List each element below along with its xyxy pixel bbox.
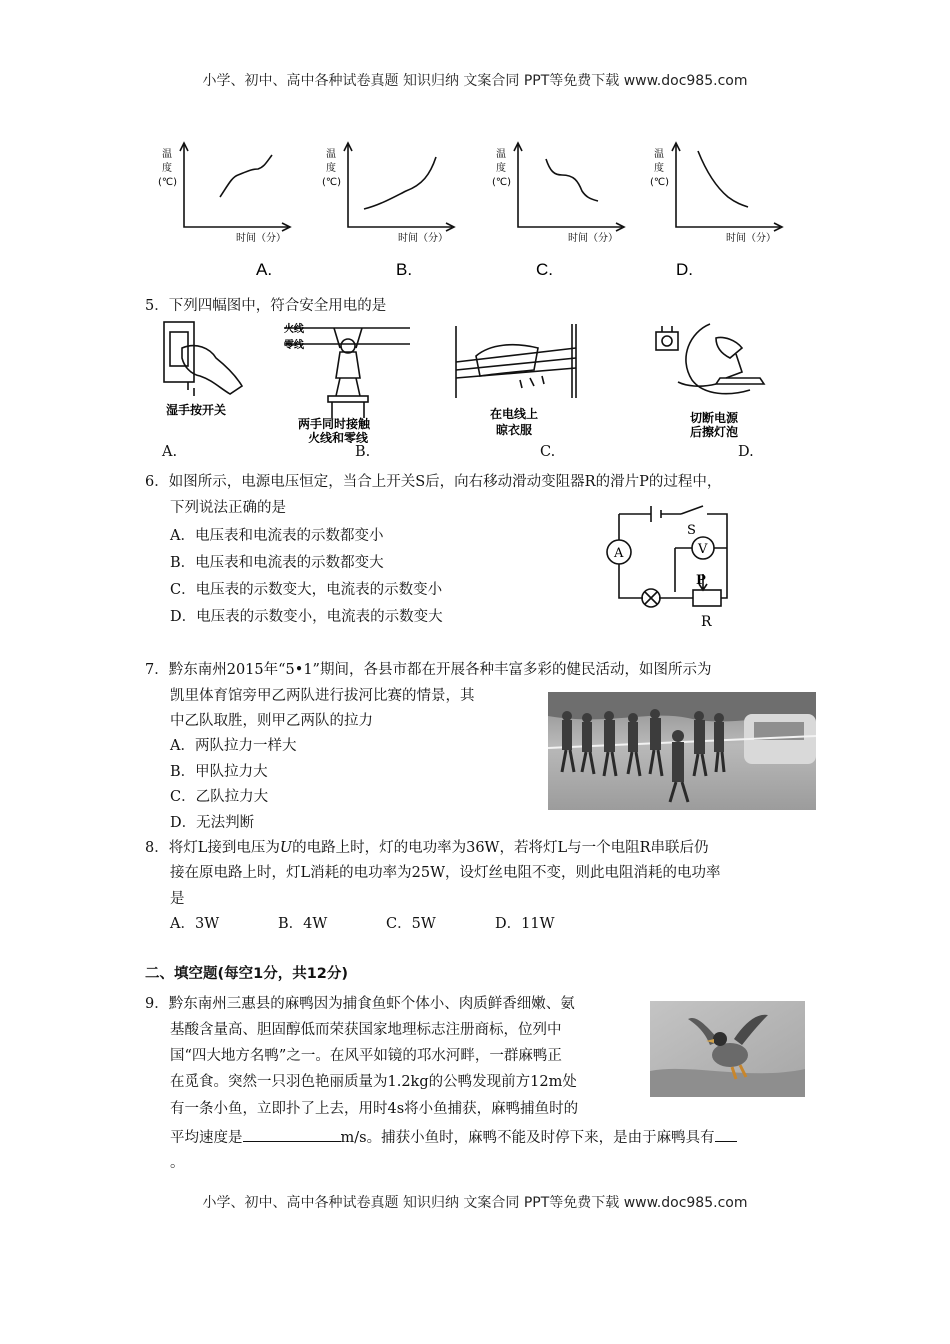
person-body [336, 352, 360, 378]
q5-option-c: C. [540, 444, 556, 460]
q9-line5: 有一条小鱼，立即扑了上去，用时4s将小鱼捕获，麻鸭捕鱼时的 [170, 1101, 579, 1117]
rheostat-symbol [693, 590, 721, 606]
graph-a-curve [220, 155, 272, 197]
q9-line2: 基酸含量高、胆固醇低而荣获国家地理标志注册商标，位列中 [170, 1022, 562, 1038]
q9-line6-part-a: 平均速度是 [170, 1130, 243, 1146]
q6-choice-a: A．电压表和电流表的示数都变小 [170, 528, 384, 544]
q9-line6 [170, 1126, 737, 1148]
q9-line4: 在觅食。突然一只羽色艳丽质量为1.2kg的公鸭发现前方12m处 [170, 1074, 577, 1090]
q5-option-a: A. [162, 444, 178, 460]
duck-body [712, 1043, 748, 1067]
q6-stem-line1: 6．如图所示，电源电压恒定，当合上开关S后，向右移动滑动变阻器R的滑片P的过程中， [145, 474, 722, 490]
graph-b-xlabel: 时间（分） [398, 233, 448, 244]
q8-stem-line3: 是 [170, 891, 185, 907]
ammeter-label: A [614, 546, 624, 561]
tug-of-war-photo [548, 692, 816, 810]
q8-stem-part-a: 8．将灯L接到电压为 [145, 840, 280, 856]
q6-choice-c: C．电压表的示数变大，电流表的示数变小 [170, 582, 443, 598]
lamp-shade [716, 337, 742, 358]
graph-d-ylabel-2: 度 [654, 163, 664, 174]
graph-a-axes [180, 143, 290, 231]
q5-caption-d-line2: 后擦灯泡 [690, 425, 739, 438]
q7-choice-c: C．乙队拉力大 [170, 789, 269, 805]
duck-head [713, 1032, 727, 1046]
q7-choice-b: B．甲队拉力大 [170, 764, 268, 780]
q9-line6-part-b: m/s。捕获小鱼时，麻鸭不能及时停下来，是由于麻鸭具有 [340, 1130, 715, 1146]
q6-stem-line2: 下列说法正确的是 [170, 500, 286, 516]
q5-option-d: D. [738, 444, 754, 460]
q5-caption-c-line1: 在电线上 [490, 407, 539, 421]
q5-caption-b-line1: 两手同时接触 [298, 417, 371, 431]
q8-choice-d: D．11W [495, 916, 555, 932]
q9-blank-inertia[interactable] [715, 1126, 737, 1142]
page-header: 小学、初中、高中各种试卷真题 知识归纳 文案合同 PPT等免费下载 www.doc985.com [202, 73, 748, 89]
graph-option-c: C. [536, 260, 553, 279]
q5-caption-b-line2: 火线和零线 [308, 431, 369, 443]
graph-b-curve [364, 157, 436, 209]
resistor-label: R [701, 614, 712, 630]
section-2-title: 二、填空题(每空1分，共12分) [145, 966, 349, 982]
graph-d-curve [698, 151, 748, 207]
graph-c-curve [546, 159, 598, 201]
q7-stem-line2: 凯里体育馆旁甲乙两队进行拔河比赛的情景，其 [170, 688, 475, 704]
q9-blank-speed[interactable] [243, 1126, 341, 1142]
q7-stem-line1: 7．黔东南州2015年“5•1”期间，各县市都在开展各种丰富多彩的健民活动，如图所示为 [145, 662, 712, 678]
q8-stem-part-b: 的电路上时，灯的电功率为36W，若将灯L与一个电阻R串联后仍 [292, 840, 709, 856]
clothes-shape [476, 345, 538, 376]
hand-shape [182, 346, 242, 394]
q9-line7: 。 [170, 1155, 185, 1171]
q5-figure-c [450, 318, 590, 438]
graph-b-ylabel-1: 温 [326, 149, 336, 160]
graph-d-ylabel-1: 温 [654, 149, 664, 160]
graph-c-ylabel-1: 温 [496, 149, 506, 160]
neutral-wire-label: 零线 [284, 340, 304, 351]
graph-b-axes [344, 143, 454, 231]
graph-a-ylabel-1: 温 [162, 149, 172, 160]
graph-option-d: D. [676, 260, 693, 279]
graph-b-ylabel-2: 度 [326, 163, 336, 174]
duck-photo [650, 1001, 805, 1097]
q5-figure-a [160, 318, 260, 423]
graph-option-a: A. [256, 260, 273, 279]
q5-caption-a-line1: 湿手按开关 [166, 403, 227, 417]
q8-voltage-symbol: U [279, 840, 293, 856]
graph-option-b: B. [396, 260, 413, 279]
q7-choice-d: D．无法判断 [170, 815, 255, 831]
graph-a-ylabel-2: 度 [162, 163, 172, 174]
graph-c-xlabel: 时间（分） [568, 233, 618, 244]
graph-d-xlabel: 时间（分） [726, 233, 776, 244]
battery-symbol [651, 506, 661, 522]
graph-a-xlabel: 时间（分） [236, 233, 286, 244]
q9-line3: 国“四大地方名鸭”之一。在风平如镜的邛水河畔，一群麻鸭正 [170, 1048, 562, 1064]
page-footer: 小学、初中、高中各种试卷真题 知识归纳 文案合同 PPT等免费下载 www.doc985.com [202, 1195, 748, 1211]
q8-choice-b: B．4W [278, 916, 328, 932]
fire-wire-label: 火线 [284, 324, 304, 335]
temperature-graphs [150, 135, 810, 285]
q8-choice-c: C．5W [386, 916, 436, 932]
q6-choice-d: D．电压表的示数变小，电流表的示数变大 [170, 609, 443, 625]
q7-choice-a: A．两队拉力一样大 [170, 738, 297, 754]
slider-label: P [696, 573, 706, 588]
graph-c-ylabel-3: (℃) [492, 177, 512, 188]
q5-figure-d [650, 318, 780, 438]
graph-c-axes [514, 143, 624, 231]
q5-stem: 5．下列四幅图中，符合安全用电的是 [145, 298, 387, 314]
graph-d-axes [672, 143, 782, 231]
q6-choice-b: B．电压表和电流表的示数都变大 [170, 555, 384, 571]
switch-symbol [681, 506, 703, 514]
q8-stem-line1 [145, 838, 709, 858]
graph-c-ylabel-2: 度 [496, 163, 506, 174]
graph-b-ylabel-3: (℃) [322, 177, 342, 188]
q5-caption-c-line2: 晾衣服 [496, 423, 533, 437]
graph-a-ylabel-3: (℃) [158, 177, 178, 188]
voltmeter-label: V [698, 542, 708, 557]
graph-d-ylabel-3: (℃) [650, 177, 670, 188]
q5-caption-d-line1: 切断电源 [690, 411, 739, 425]
q6-circuit-diagram [595, 502, 745, 632]
switch-label: S [687, 523, 696, 538]
q5-option-b: B. [355, 444, 371, 460]
q9-line1: 9．黔东南州三惠县的麻鸭因为捕食鱼虾个体小、肉质鲜香细嫩、氨 [145, 996, 575, 1012]
q5-figure-b [282, 318, 412, 443]
q7-stem-line3: 中乙队取胜，则甲乙两队的拉力 [170, 713, 373, 729]
q8-choice-a: A．3W [170, 916, 220, 932]
q8-stem-line2: 接在原电路上时，灯L消耗的电功率为25W，设灯丝电阻不变，则此电阻消耗的电功率 [170, 865, 721, 881]
